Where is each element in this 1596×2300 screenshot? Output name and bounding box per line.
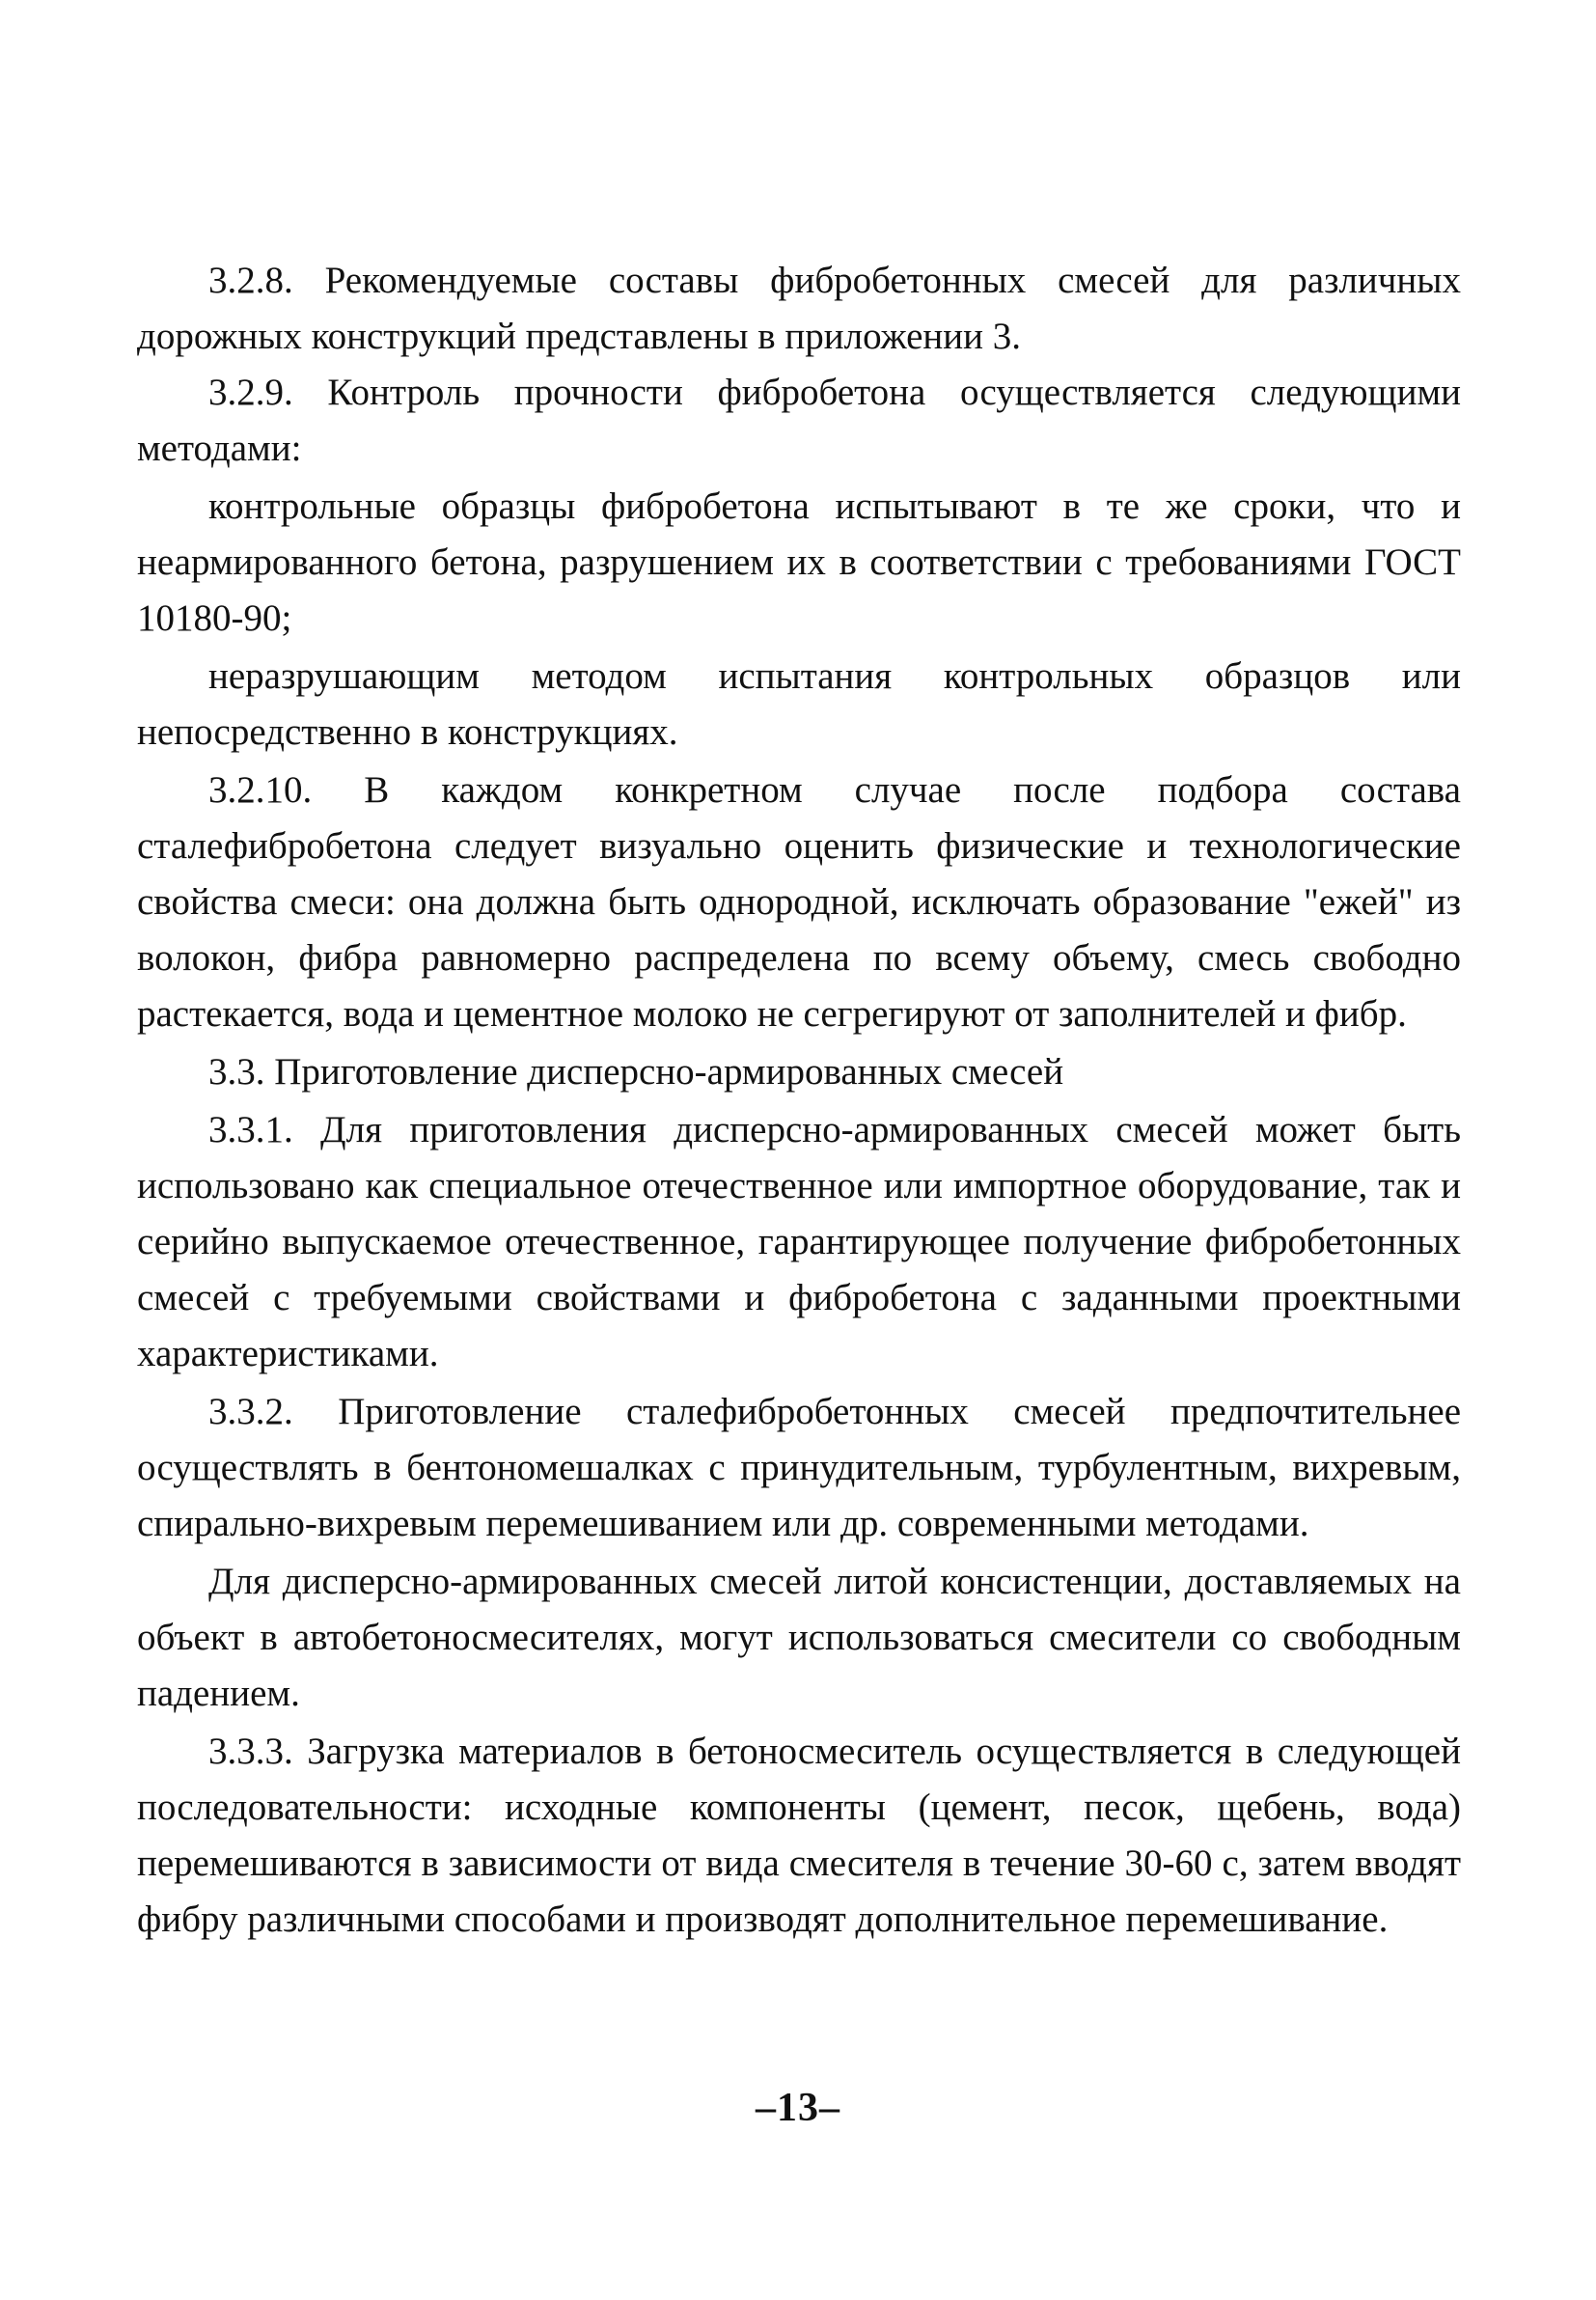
paragraph-3-2-10: 3.2.10. В каждом конкретном случае после подбора состава сталефибробетона следует визуально оценить физические и технологические свойства смеси: она должна быть однородной, исключать образование "ежей" из волокон, фибра равномерно распределена по всему объему, смесь свободно растекается, вода и цементное молоко не сегрегируют от заполнителей и фибр.	[137, 769, 1461, 1035]
paragraph-method-control-samples: контрольные образцы фибробетона испытывают в те же сроки, что и неармированного бетона, разрушением их в соответствии с требованиями ГОСТ 10180-90;	[137, 485, 1461, 639]
paragraph-3-2-8: 3.2.8. Рекомендуемые составы фибробетонных смесей для различных дорожных конструкций представлены в приложении 3.	[137, 260, 1461, 357]
section-heading-3-3: 3.3. Приготовление дисперсно-армированных смесей	[208, 1051, 1064, 1093]
paragraph-method-nondestructive: неразрушающим методом испытания контрольных образцов или непосредственно в конструкциях.	[137, 655, 1461, 753]
paragraph-cast-mixes: Для дисперсно-армированных смесей литой консистенции, доставляемых на объект в автобетоносмесителях, могут использоваться смесители со свободным падением.	[137, 1561, 1461, 1714]
paragraph-3-3-3: 3.3.3. Загрузка материалов в бетоносмеситель осуществляется в следующей последовательности: исходные компоненты (цемент, песок, щебень, вода) перемешиваются в зависимости от вида смесителя в течение 30-60 с, затем вводят фибру различными способами и производят дополнительное перемешивание.	[137, 1731, 1461, 1940]
body-text	[137, 253, 1461, 1948]
paragraph-3-3-1: 3.3.1. Для приготовления дисперсно-армированных смесей может быть использовано как специальное отечественное или импортное оборудование, так и серийно выпускаемое отечественное, гарантирующее получение фибробетонных смесей с требуемыми свойствами и фибробетона с заданными проектными характеристиками.	[137, 1109, 1461, 1374]
paragraph-3-2-9: 3.2.9. Контроль прочности фибробетона осуществляется следующими методами:	[137, 372, 1461, 469]
page-number: –13–	[756, 2086, 840, 2130]
paragraph-3-3-2: 3.3.2. Приготовление сталефибробетонных смесей предпочтительнее осуществлять в бентономешалках с принудительным, турбулентным, вихревым, спирально-вихревым перемешиванием или др. современными методами.	[137, 1391, 1461, 1544]
